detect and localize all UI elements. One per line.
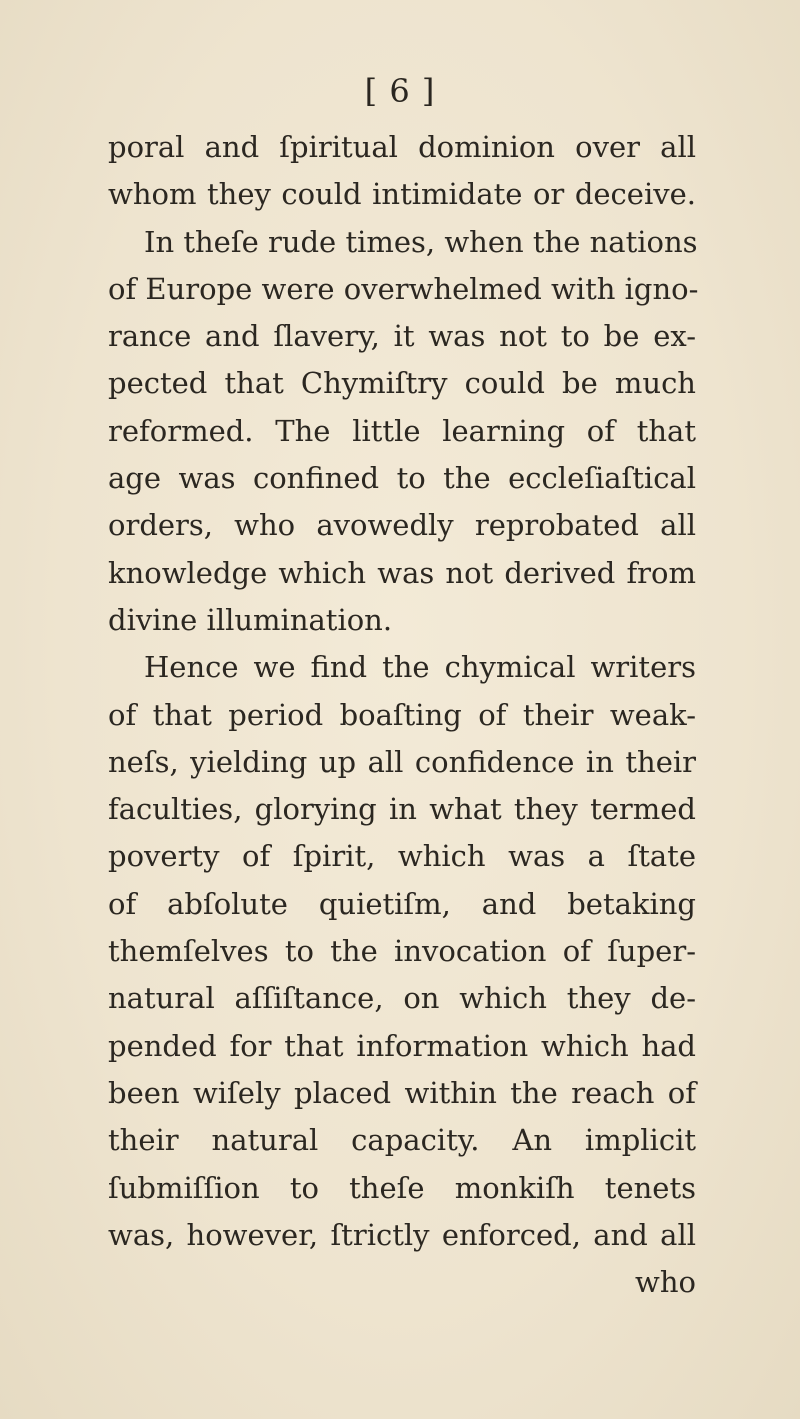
text-line: of abſolute quietiſm, and betaking — [108, 886, 696, 921]
text-line: age was confined to the eccleſiaſtical — [108, 461, 696, 496]
text-line: of that period boaſting of their weak- — [108, 697, 696, 732]
text-line: poral and ſpiritual dominion over all — [108, 130, 696, 164]
paragraph-start-line: Hence we find the chymical writers — [144, 650, 696, 685]
text-line: was, however, ſtrictly enforced, and all — [108, 1217, 696, 1252]
paragraph-end-line: divine illumination. — [108, 602, 393, 637]
text-line: ſubmiſſion to theſe monkiſh tenets — [108, 1170, 696, 1205]
page-number: [ 6 ] — [364, 72, 436, 110]
text-line: faculties, glorying in what they termed — [108, 792, 696, 827]
text-line: whom they could intimidate or deceive. — [108, 177, 696, 212]
body-text — [108, 124, 699, 1306]
text-line: poverty of ſpirit, which was a ſtate — [108, 839, 696, 874]
text-line: their natural capacity. An implicit — [108, 1123, 696, 1158]
text-line: themſelves to the invocation of ſuper- — [108, 934, 696, 969]
text-line: been wiſely placed within the reach of — [108, 1075, 696, 1110]
text-line: rance and ſlavery, it was not to be ex- — [108, 319, 696, 354]
catchword: who — [635, 1265, 696, 1300]
text-line: of Europe were overwhelmed with igno- — [108, 271, 699, 306]
text-line: knowledge which was not derived from — [108, 555, 696, 590]
text-line: pected that Chymiſtry could be much — [108, 366, 696, 401]
paragraph-start-line: In theſe rude times, when the nations — [144, 224, 698, 259]
text-line: pended for that information which had — [108, 1028, 696, 1063]
text-line: neſs, yielding up all confidence in their — [108, 744, 696, 779]
text-line: orders, who avowedly reprobated all — [108, 508, 696, 543]
text-line: reformed. The little learning of that — [108, 413, 696, 448]
text-line: natural aſſiſtance, on which they de- — [108, 981, 696, 1016]
